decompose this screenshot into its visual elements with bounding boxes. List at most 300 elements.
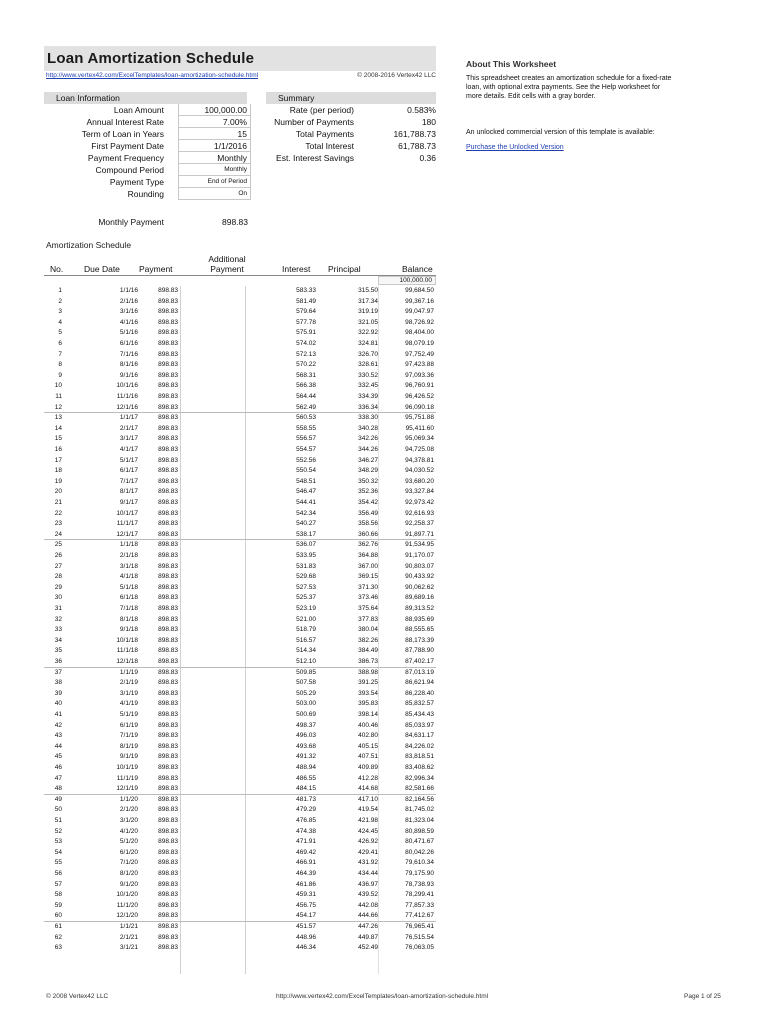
row-principal: 402.80 <box>358 732 378 740</box>
payment-type-select[interactable] <box>178 176 251 188</box>
row-principal: 395.83 <box>358 700 378 708</box>
loan-amount-input[interactable] <box>178 104 251 116</box>
row-payment: 898.83 <box>158 287 178 294</box>
row-interest: 484.15 <box>296 785 316 793</box>
row-number: 45 <box>54 753 62 761</box>
row-principal: 340.28 <box>358 424 378 432</box>
row-payment: 898.83 <box>158 329 178 337</box>
term-input[interactable] <box>178 128 251 140</box>
table-row <box>44 880 436 891</box>
row-due-date: 12/1/19 <box>116 785 138 793</box>
row-number: 30 <box>54 594 62 602</box>
col-header-principal: Principal <box>328 264 361 274</box>
row-balance: 93,680.20 <box>405 477 434 485</box>
row-number: 5 <box>58 329 62 337</box>
row-balance: 92,616.93 <box>405 509 434 517</box>
row-due-date: 10/1/16 <box>116 382 138 390</box>
row-payment: 898.83 <box>158 446 178 453</box>
row-interest: 505.29 <box>296 689 316 697</box>
row-number: 32 <box>54 615 62 623</box>
compound-period-label: Compound Period <box>95 165 164 175</box>
row-payment: 898.83 <box>158 488 178 496</box>
row-payment: 898.83 <box>158 785 178 793</box>
row-interest: 570.22 <box>296 361 316 369</box>
row-payment: 898.83 <box>158 711 178 718</box>
payment-frequency-select[interactable] <box>178 152 251 164</box>
row-principal: 319.19 <box>358 308 378 316</box>
row-due-date: 5/1/16 <box>119 329 138 337</box>
row-interest: 556.57 <box>296 435 316 443</box>
row-due-date: 9/1/16 <box>119 371 138 379</box>
row-number: 14 <box>54 424 62 432</box>
table-row <box>44 890 436 901</box>
row-principal: 436.97 <box>358 880 378 888</box>
row-due-date: 1/1/17 <box>119 414 138 422</box>
row-interest: 518.79 <box>296 626 316 634</box>
summary-total-interest-value-row <box>360 140 436 152</box>
row-balance: 88,935.69 <box>405 615 434 623</box>
row-payment: 898.83 <box>158 880 178 888</box>
row-principal: 321.05 <box>358 318 378 326</box>
row-principal: 405.15 <box>358 742 378 750</box>
row-balance: 81,745.02 <box>405 806 434 814</box>
row-balance: 80,471.67 <box>405 838 434 846</box>
row-interest: 471.91 <box>296 838 316 846</box>
row-number: 58 <box>54 891 62 899</box>
row-payment: 898.83 <box>158 848 178 856</box>
row-principal: 344.26 <box>358 446 378 453</box>
row-due-date: 12/1/18 <box>116 658 138 665</box>
row-payment: 898.83 <box>158 615 178 623</box>
interest-rate-value: 7.00% <box>222 117 247 127</box>
table-row <box>44 763 436 774</box>
payment-frequency-label-row <box>44 152 164 164</box>
summary-heading: Summary <box>266 92 436 104</box>
row-interest: 529.68 <box>296 573 316 581</box>
row-principal: 328.61 <box>358 361 378 369</box>
table-row <box>44 752 436 763</box>
row-interest: 542.34 <box>296 509 316 517</box>
term-label: Term of Loan in Years <box>81 129 164 139</box>
row-balance: 84,226.02 <box>405 742 434 750</box>
row-balance: 77,857.33 <box>405 901 434 909</box>
row-number: 51 <box>54 817 62 824</box>
row-payment: 898.83 <box>158 382 178 390</box>
table-row <box>44 562 436 573</box>
row-interest: 577.78 <box>296 318 316 326</box>
table-row <box>44 805 436 816</box>
table-row <box>44 403 436 414</box>
table-row <box>44 943 436 954</box>
row-principal: 391.25 <box>358 679 378 687</box>
summary-rate-label: Rate (per period) <box>289 105 354 115</box>
row-number: 9 <box>58 371 62 379</box>
row-balance: 85,832.57 <box>405 700 434 708</box>
table-row <box>44 625 436 636</box>
row-principal: 350.32 <box>358 477 378 485</box>
payment-type-label: Payment Type <box>109 177 164 187</box>
payment-type-label-row <box>44 176 164 188</box>
row-interest: 579.64 <box>296 308 316 316</box>
row-number: 44 <box>54 742 62 750</box>
row-interest: 558.55 <box>296 424 316 432</box>
row-payment: 898.83 <box>158 817 178 824</box>
row-payment: 898.83 <box>158 605 178 612</box>
row-payment: 898.83 <box>158 838 178 846</box>
row-interest: 554.57 <box>296 446 316 453</box>
monthly-payment-label: Monthly Payment <box>98 217 164 227</box>
table-row <box>44 360 436 371</box>
row-due-date: 8/1/19 <box>119 742 138 750</box>
row-balance: 95,751.88 <box>405 414 434 422</box>
row-balance: 79,610.34 <box>405 859 434 867</box>
row-due-date: 11/1/16 <box>116 393 138 400</box>
row-payment: 898.83 <box>158 647 178 655</box>
row-balance: 96,426.52 <box>405 393 434 400</box>
row-payment: 898.83 <box>158 689 178 697</box>
header-url-link[interactable]: http://www.vertex42.com/ExcelTemplates/loan-amortization-schedule.html <box>46 72 259 79</box>
row-interest: 574.02 <box>296 340 316 347</box>
about-text: This spreadsheet creates an amortization schedule for a fixed-rate loan, with optional extra payments. See the Help worksheet for more details. Edit cells with a gray border. <box>466 75 672 100</box>
row-number: 18 <box>54 467 62 475</box>
row-principal: 414.68 <box>358 785 378 793</box>
row-due-date: 6/1/20 <box>119 848 138 856</box>
row-due-date: 1/1/21 <box>119 923 138 930</box>
rounding-select[interactable] <box>178 188 251 200</box>
row-principal: 315.50 <box>358 287 378 294</box>
row-payment: 898.83 <box>158 467 178 475</box>
row-payment: 898.83 <box>158 340 178 347</box>
row-number: 37 <box>54 668 62 676</box>
row-balance: 99,047.97 <box>405 308 434 316</box>
row-principal: 346.27 <box>358 456 378 464</box>
row-number: 60 <box>54 912 62 920</box>
row-due-date: 9/1/20 <box>119 880 138 888</box>
row-interest: 533.95 <box>296 552 316 559</box>
row-interest: 500.69 <box>296 711 316 718</box>
row-payment: 898.83 <box>158 393 178 400</box>
row-interest: 560.53 <box>296 414 316 422</box>
row-number: 48 <box>54 785 62 793</box>
row-due-date: 3/1/21 <box>119 944 138 952</box>
row-number: 17 <box>54 456 62 464</box>
row-number: 46 <box>54 764 62 771</box>
row-interest: 564.44 <box>296 393 316 400</box>
row-principal: 452.49 <box>358 944 378 952</box>
row-interest: 548.51 <box>296 477 316 485</box>
summary-rate-value: 0.583% <box>407 105 436 115</box>
row-principal: 322.92 <box>358 329 378 337</box>
row-due-date: 2/1/17 <box>119 424 138 432</box>
row-balance: 83,818.51 <box>405 753 434 761</box>
row-due-date: 5/1/18 <box>119 583 138 591</box>
row-due-date: 9/1/18 <box>119 626 138 634</box>
row-interest: 525.37 <box>296 594 316 602</box>
row-interest: 552.56 <box>296 456 316 464</box>
payment-frequency-value: Monthly <box>217 153 247 163</box>
row-principal: 393.54 <box>358 689 378 697</box>
row-balance: 92,973.42 <box>405 499 434 506</box>
row-number: 15 <box>54 435 62 443</box>
row-interest: 583.33 <box>296 287 316 294</box>
row-interest: 496.03 <box>296 732 316 740</box>
col-header-additional-payment: Additional Payment <box>208 254 246 274</box>
rounding-value: On <box>238 190 247 197</box>
loan-amount-label: Loan Amount <box>113 105 164 115</box>
row-number: 40 <box>54 700 62 708</box>
row-due-date: 4/1/17 <box>119 446 138 453</box>
row-number: 63 <box>54 944 62 952</box>
row-payment: 898.83 <box>158 933 178 941</box>
row-payment: 898.83 <box>158 583 178 591</box>
row-due-date: 9/1/17 <box>119 499 138 506</box>
row-payment: 898.83 <box>158 732 178 740</box>
row-payment: 898.83 <box>158 297 178 305</box>
row-principal: 338.30 <box>358 414 378 422</box>
row-payment: 898.83 <box>158 806 178 814</box>
row-due-date: 5/1/19 <box>119 711 138 718</box>
row-number: 36 <box>54 658 62 665</box>
row-number: 49 <box>54 795 62 803</box>
row-balance: 76,965.41 <box>405 923 434 930</box>
row-due-date: 9/1/19 <box>119 753 138 761</box>
row-number: 24 <box>54 530 62 538</box>
first-payment-label: First Payment Date <box>91 141 164 151</box>
table-row <box>44 858 436 869</box>
row-payment: 898.83 <box>158 403 178 411</box>
row-principal: 354.42 <box>358 499 378 506</box>
row-number: 16 <box>54 446 62 453</box>
row-number: 11 <box>55 393 62 400</box>
row-interest: 544.41 <box>296 499 316 506</box>
row-due-date: 10/1/20 <box>116 891 138 899</box>
table-row <box>44 466 436 477</box>
interest-rate-input[interactable] <box>178 116 251 128</box>
row-interest: 448.96 <box>296 933 316 941</box>
table-row <box>44 689 436 700</box>
summary-savings-value-row <box>360 152 436 164</box>
row-balance: 89,313.52 <box>405 605 434 612</box>
table-row <box>44 413 436 424</box>
row-interest: 581.49 <box>296 297 316 305</box>
row-due-date: 2/1/18 <box>119 552 138 559</box>
row-balance: 85,033.97 <box>405 721 434 729</box>
row-number: 20 <box>54 488 62 496</box>
interest-rate-label: Annual Interest Rate <box>86 117 164 127</box>
row-number: 27 <box>54 562 62 570</box>
purchase-link[interactable]: Purchase the Unlocked Version <box>466 144 564 151</box>
row-balance: 84,631.17 <box>405 732 434 740</box>
summary-total-interest-label: Total Interest <box>305 141 354 151</box>
row-balance: 99,367.16 <box>405 297 434 305</box>
row-principal: 362.76 <box>358 541 378 549</box>
amortization-title: Amortization Schedule <box>46 240 132 250</box>
row-due-date: 4/1/20 <box>119 827 138 835</box>
row-interest: 466.91 <box>296 859 316 867</box>
row-payment: 898.83 <box>158 700 178 708</box>
row-balance: 92,258.37 <box>405 520 434 528</box>
table-row <box>44 869 436 880</box>
footer-url[interactable]: http://www.vertex42.com/ExcelTemplates/loan-amortization-schedule.html <box>276 993 489 1000</box>
row-payment: 898.83 <box>158 594 178 602</box>
row-balance: 95,069.34 <box>405 435 434 443</box>
row-payment: 898.83 <box>158 795 178 803</box>
row-payment: 898.83 <box>158 870 178 877</box>
row-interest: 456.75 <box>296 901 316 909</box>
table-row <box>44 742 436 753</box>
row-balance: 91,534.95 <box>405 541 434 549</box>
row-interest: 514.34 <box>296 647 316 655</box>
row-due-date: 6/1/17 <box>119 467 138 475</box>
loan-info-heading: Loan Information <box>44 92 247 104</box>
row-due-date: 7/1/19 <box>119 732 138 740</box>
row-principal: 367.00 <box>358 562 378 570</box>
row-balance: 88,173.39 <box>405 636 434 644</box>
row-due-date: 3/1/18 <box>119 562 138 570</box>
row-interest: 575.91 <box>296 329 316 337</box>
table-row <box>44 583 436 594</box>
row-due-date: 3/1/20 <box>119 817 138 824</box>
row-payment: 898.83 <box>158 499 178 506</box>
row-payment: 898.83 <box>158 891 178 899</box>
table-row <box>44 434 436 445</box>
row-due-date: 7/1/16 <box>119 350 138 358</box>
row-payment: 898.83 <box>158 361 178 369</box>
row-due-date: 1/1/18 <box>119 541 138 549</box>
row-principal: 324.81 <box>358 340 378 347</box>
table-row <box>44 668 436 679</box>
row-interest: 493.68 <box>296 742 316 750</box>
row-balance: 82,164.56 <box>405 795 434 803</box>
row-balance: 90,062.62 <box>405 583 434 591</box>
row-balance: 94,725.08 <box>405 446 434 453</box>
row-payment: 898.83 <box>158 753 178 761</box>
row-interest: 474.38 <box>296 827 316 835</box>
loan-amount-value: 100,000.00 <box>204 105 247 115</box>
summary-total-interest-value: 61,788.73 <box>398 141 436 151</box>
row-balance: 76,515.54 <box>405 933 434 941</box>
row-balance: 80,898.59 <box>405 827 434 835</box>
table-row <box>44 604 436 615</box>
row-payment: 898.83 <box>158 827 178 835</box>
summary-total-payments-value-row <box>360 128 436 140</box>
table-row <box>44 721 436 732</box>
row-number: 55 <box>54 859 62 867</box>
row-payment: 898.83 <box>158 658 178 665</box>
row-principal: 369.15 <box>358 573 378 581</box>
row-principal: 380.04 <box>358 626 378 634</box>
row-principal: 330.52 <box>358 371 378 379</box>
row-principal: 336.34 <box>358 403 378 411</box>
col-header-due-date: Due Date <box>84 264 120 274</box>
table-row <box>44 911 436 922</box>
row-principal: 439.52 <box>358 891 378 899</box>
row-due-date: 8/1/17 <box>119 488 138 496</box>
row-principal: 419.54 <box>358 806 378 814</box>
row-principal: 409.89 <box>358 764 378 771</box>
table-row <box>44 678 436 689</box>
row-payment: 898.83 <box>158 318 178 326</box>
table-row <box>44 922 436 933</box>
row-payment: 898.83 <box>158 371 178 379</box>
table-row <box>44 318 436 329</box>
table-row <box>44 816 436 827</box>
row-number: 39 <box>54 689 62 697</box>
row-principal: 384.49 <box>358 647 378 655</box>
row-number: 56 <box>54 870 62 877</box>
row-balance: 93,327.84 <box>405 488 434 496</box>
row-number: 7 <box>58 350 62 358</box>
row-principal: 334.39 <box>358 393 378 400</box>
row-interest: 459.31 <box>296 891 316 899</box>
summary-total-payments-label: Total Payments <box>295 129 354 139</box>
row-interest: 523.19 <box>296 605 316 612</box>
row-due-date: 6/1/18 <box>119 594 138 602</box>
table-row <box>44 424 436 435</box>
row-due-date: 3/1/16 <box>119 308 138 316</box>
monthly-payment-value: 898.83 <box>222 217 248 227</box>
table-row <box>44 339 436 350</box>
compound-period-select[interactable] <box>178 164 251 176</box>
row-number: 59 <box>54 901 62 909</box>
summary-num-payments-label-row <box>266 116 354 128</box>
row-payment: 898.83 <box>158 679 178 687</box>
table-row <box>44 498 436 509</box>
row-due-date: 8/1/16 <box>119 361 138 369</box>
row-principal: 388.98 <box>358 668 378 676</box>
row-balance: 86,228.40 <box>405 689 434 697</box>
row-due-date: 4/1/16 <box>119 318 138 326</box>
row-due-date: 1/1/20 <box>119 795 138 803</box>
row-interest: 516.57 <box>296 636 316 644</box>
row-principal: 407.51 <box>358 753 378 761</box>
row-number: 52 <box>54 827 62 835</box>
row-due-date: 1/1/16 <box>119 287 138 294</box>
row-balance: 78,738.93 <box>405 880 434 888</box>
table-row <box>44 774 436 785</box>
row-due-date: 4/1/19 <box>119 700 138 708</box>
row-interest: 538.17 <box>296 530 316 538</box>
compound-period-label-row <box>44 164 164 176</box>
summary-savings-label: Est. Interest Savings <box>276 153 354 163</box>
row-number: 19 <box>54 477 62 485</box>
row-principal: 417.10 <box>358 795 378 803</box>
row-balance: 76,063.05 <box>405 944 434 952</box>
row-interest: 540.27 <box>296 520 316 528</box>
row-payment: 898.83 <box>158 742 178 750</box>
table-row <box>44 530 436 541</box>
row-number: 53 <box>54 838 62 846</box>
summary-rate-value-row <box>360 104 436 116</box>
row-interest: 479.29 <box>296 806 316 814</box>
row-due-date: 11/1/19 <box>116 774 138 782</box>
table-row <box>44 551 436 562</box>
row-principal: 444.66 <box>358 912 378 920</box>
row-principal: 348.29 <box>358 467 378 475</box>
row-principal: 375.64 <box>358 605 378 612</box>
row-payment: 898.83 <box>158 636 178 644</box>
row-balance: 98,079.19 <box>405 340 434 347</box>
footer-page-number: Page 1 of 25 <box>684 993 721 1000</box>
first-payment-input[interactable] <box>178 140 251 152</box>
row-balance: 87,013.19 <box>405 668 434 676</box>
row-number: 6 <box>58 340 62 347</box>
row-due-date: 2/1/16 <box>119 297 138 305</box>
interest-rate-label-row <box>44 116 164 128</box>
row-payment: 898.83 <box>158 901 178 909</box>
row-principal: 447.26 <box>358 923 378 930</box>
row-number: 22 <box>54 509 62 517</box>
